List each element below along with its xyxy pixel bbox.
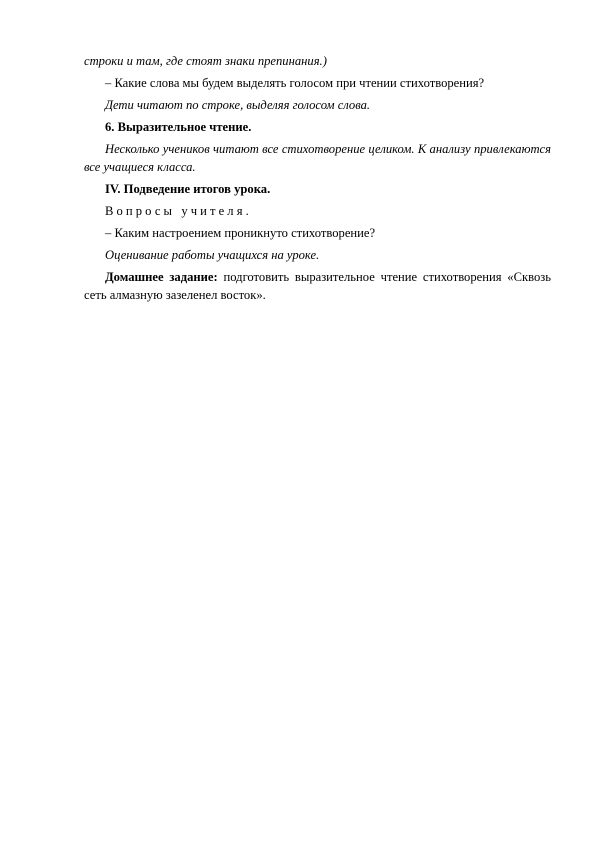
- activity-grading: Оценивание работы учащихся на уроке.: [105, 248, 320, 262]
- homework-label: Домашнее задание:: [105, 270, 218, 284]
- homework-paragraph: [84, 268, 551, 304]
- teacher-question-words: – Какие слова мы будем выделять голосом при чтении стихотворения?: [105, 76, 485, 90]
- activity-reading-by-lines: Дети читают по строке, выделяя голосом слова.: [105, 98, 371, 112]
- teacher-question-mood: – Каким настроением проникнуто стихотворение?: [105, 226, 376, 240]
- section-heading-lesson-summary: IV. Подведение итогов урока.: [105, 182, 271, 196]
- section-heading-expressive-reading: 6. Выразительное чтение.: [105, 120, 252, 134]
- teacher-questions-label: Вопросы учителя.: [105, 204, 252, 218]
- document-page: [84, 52, 551, 308]
- homework-text: подготовить выразительное чтение стихотворения «Сквозь сеть алмазную зазеленел восток».: [84, 270, 551, 302]
- activity-whole-poem-reading: Несколько учеников читают все стихотворение целиком. К анализу привлекаются все учащиеся класса.: [84, 142, 551, 174]
- paragraph-continuation: строки и там, где стоят знаки препинания.): [84, 54, 327, 68]
